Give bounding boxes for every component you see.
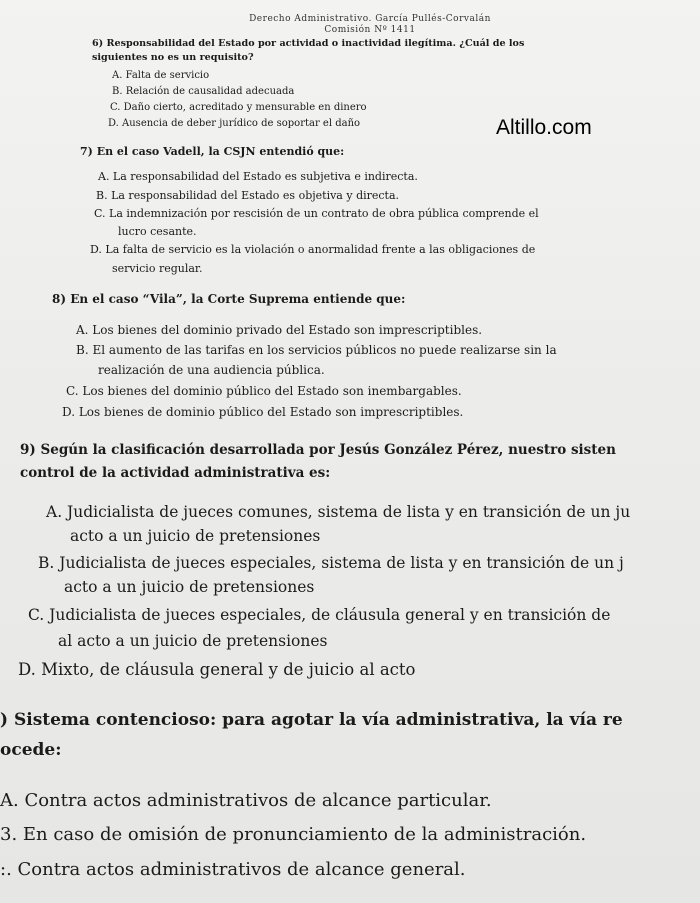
header-line1: Derecho Administrativo. García Pullés-Corvalán (249, 14, 491, 24)
q9-option-d: D. Mixto, de cláusula general y de juicio al acto (18, 660, 416, 679)
question-9-title-cont: control de la actividad administrativa es: (20, 465, 331, 481)
question-10-title-cont: ocede: (0, 740, 62, 760)
q10-option-c: :. Contra actos administrativos de alcance general. (0, 859, 466, 880)
q9-option-c: C. Judicialista de jueces especiales, de cláusula general y en transición de (28, 606, 611, 624)
q8-option-d: D. Los bienes de dominio público del Estado son imprescriptibles. (62, 405, 464, 419)
question-9-title: 9) Según la clasificación desarrollada por Jesús González Pérez, nuestro sisten (20, 442, 616, 458)
q9-option-a-cont: acto a un juicio de pretensiones (70, 527, 321, 545)
q7-option-a: A. La responsabilidad del Estado es subjetiva e indirecta. (98, 170, 418, 183)
q8-option-b: B. El aumento de las tarifas en los servicios públicos no puede realizarse sin la (76, 343, 557, 357)
q10-option-a: A. Contra actos administrativos de alcance particular. (0, 790, 492, 811)
q7-option-d: D. La falta de servicio es la violación o anormalidad frente a las obligaciones de (90, 243, 536, 256)
question-6-title: 6) Responsabilidad del Estado por actividad o inactividad ilegítima. ¿Cuál de los (92, 38, 525, 49)
q6-option-d: D. Ausencia de deber jurídico de soportar el daño (108, 118, 361, 129)
q9-option-c-cont: al acto a un juicio de pretensiones (58, 632, 328, 650)
q10-option-b: 3. En caso de omisión de pronunciamiento de la administración. (0, 824, 587, 845)
question-10-title: ) Sistema contencioso: para agotar la vía administrativa, la vía re (0, 710, 623, 730)
q7-option-c-cont: lucro cesante. (118, 225, 197, 238)
q7-option-b: B. La responsabilidad del Estado es objetiva y directa. (96, 189, 400, 202)
q7-option-c: C. La indemnización por rescisión de un contrato de obra pública comprende el (94, 207, 539, 220)
q9-option-a: A. Judicialista de jueces comunes, sistema de lista y en transición de un ju (46, 503, 631, 521)
q6-option-a: A. Falta de servicio (112, 70, 210, 81)
q9-option-b: B. Judicialista de jueces especiales, sistema de lista y en transición de un j (38, 554, 624, 572)
watermark: Altillo.com (496, 116, 592, 139)
q6-option-b: B. Relación de causalidad adecuada (112, 86, 295, 97)
q8-option-c: C. Los bienes del dominio público del Estado son inembargables. (66, 384, 462, 398)
q6-option-c: C. Daño cierto, acreditado y mensurable en dinero (110, 102, 367, 113)
q7-option-d-cont: servicio regular. (112, 262, 203, 275)
question-7-title: 7) En el caso Vadell, la CSJN entendió que: (80, 145, 345, 158)
question-8-title: 8) En el caso “Vila”, la Corte Suprema entiende que: (52, 292, 406, 306)
q9-option-b-cont: acto a un juicio de pretensiones (64, 578, 315, 596)
q8-option-b-cont: realización de una audiencia pública. (98, 363, 325, 377)
question-6-title-cont: siguientes no es un requisito? (92, 52, 254, 63)
q8-option-a: A. Los bienes del dominio privado del Estado son imprescriptibles. (76, 323, 483, 337)
header-line2: Comisión Nº 1411 (324, 25, 416, 35)
